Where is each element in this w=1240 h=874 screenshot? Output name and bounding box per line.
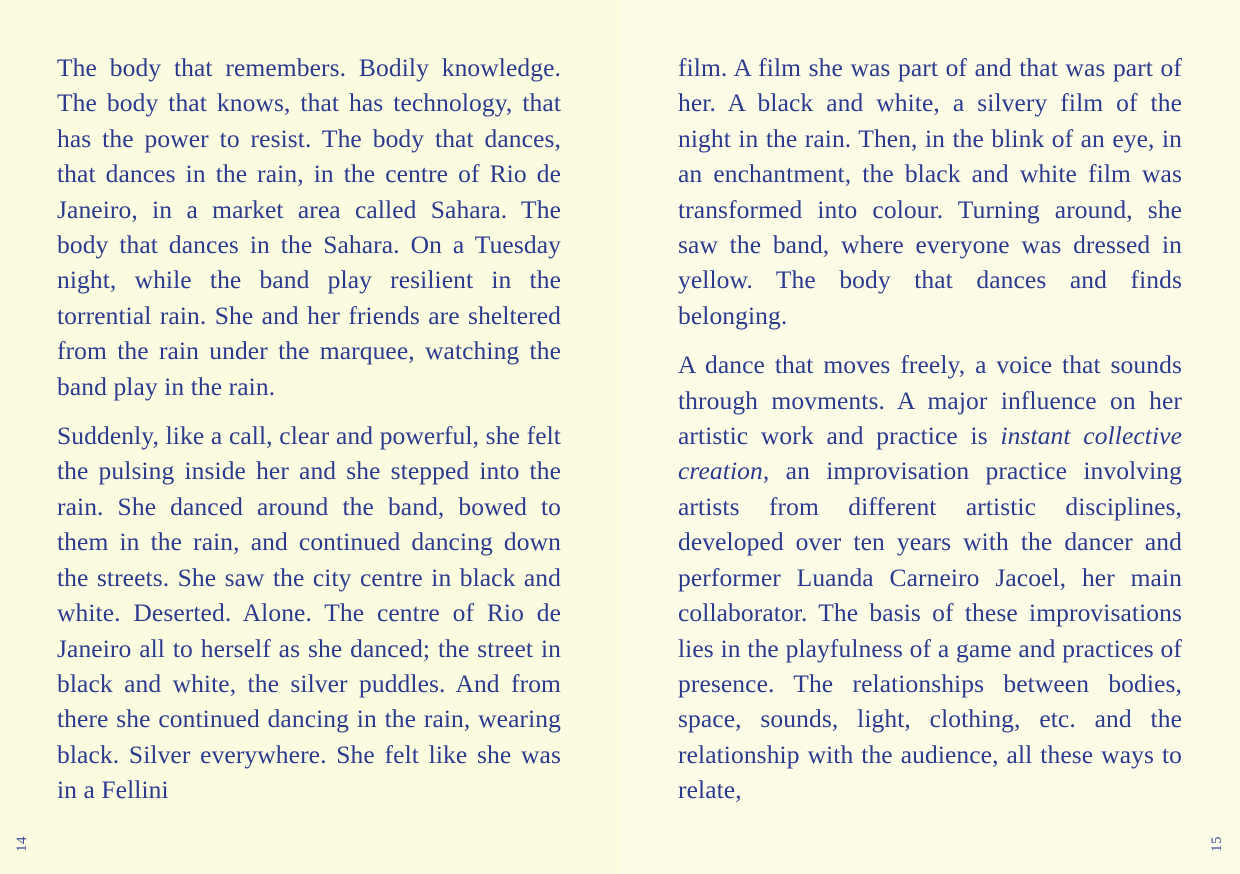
paragraph: Suddenly, like a call, clear and powerful, she felt the pulsing inside her and she stepped into the rain. She danced around the band, bowed to them in the rain, and continued dancing down the streets. She saw the city centre in black and white. Deserted. Alone. The centre of Rio de Janeiro all to herself as she danced; the street in black and white, the silver puddles. And from there she continued dancing in the rain, wearing black. Silver everywhere. She felt like she was in a Fellini	[57, 421, 561, 805]
right-page-text-column	[678, 50, 1182, 820]
paragraph: The body that remembers. Bodily knowledge. The body that knows, that has technology, that has the power to resist. The body that dances, that dances in the rain, in the centre of Rio de Janeiro, in a market area called Sahara. The body that dances in the Sahara. On a Tuesday night, while the band play resilient in the torrential rain. She and her friends are sheltered from the rain under the marquee, watching the band play in the rain.	[57, 53, 561, 401]
left-page-text-column	[57, 50, 561, 820]
paragraph-text-after-italic: , an improvisation practice involving artists from different artistic disciplines, developed over ten years with the dancer and performer Luanda Carneiro Jacoel, her main collaborator. The basis of these improvisations lies in the playfulness of a game and practices of presence. The relationships between bodies, space, sounds, light, clothing, etc. and the relationship with the audience, all these ways to relate,	[678, 456, 1182, 805]
page-number-left: 14	[14, 836, 30, 852]
paragraph-text-before-italic: A dance that moves freely, a voice that sounds through movments. A major influence on her artistic work and practice is	[678, 350, 1182, 451]
right-page	[620, 0, 1240, 874]
paragraph: film. A film she was part of and that was part of her. A black and white, a silvery film of the night in the rain. Then, in the blink of an eye, in an enchantment, the black and white film was transformed into colour. Turning around, she saw the band, where everyone was dressed in yellow. The body that dances and finds belonging.	[678, 53, 1182, 330]
italic-term: instant collective creation	[678, 421, 1182, 486]
page-number-right: 15	[1209, 836, 1225, 852]
paragraph-with-italic	[678, 347, 1182, 807]
